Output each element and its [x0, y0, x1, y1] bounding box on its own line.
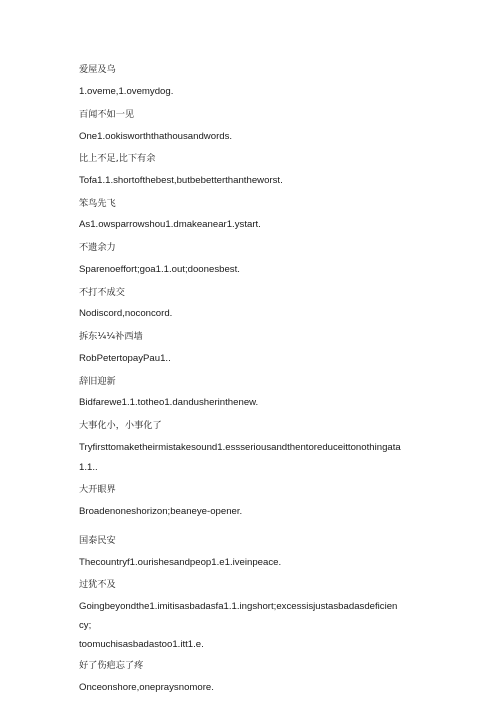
english-translation: Broadenoneshorizon;beaneye-opener. [79, 506, 243, 517]
list-item [79, 419, 162, 432]
chinese-idiom: 不遗余力 [79, 242, 116, 253]
list-item [79, 108, 134, 121]
list-item [79, 241, 116, 254]
english-translation: Onceonshore,oneprays​nomore. [79, 682, 214, 693]
chinese-idiom: 百闻不如一见 [79, 109, 135, 120]
list-item [79, 659, 143, 672]
english-translation: 1.oveme,1.ovemydog. [79, 86, 174, 97]
list-item [79, 85, 173, 98]
list-item [79, 681, 214, 694]
english-translation: One1.ookisworththathousandwords. [79, 131, 233, 142]
english-translation: RobPetertopayPau1.. [79, 353, 171, 364]
list-item [79, 578, 116, 591]
english-translation: Sparenoeffort;goa1.1.out;doonesbest. [79, 264, 240, 275]
chinese-idiom: 好了伤疤忘了疼 [79, 660, 144, 671]
list-item [79, 286, 125, 299]
list-item [79, 505, 242, 518]
english-translation: Tofa1.1.shortofthebest,butbebetterthantheworst. [79, 175, 283, 186]
english-translation: Tryfirsttomaketheirmistakesound1.essseriousandthentoreduceittonothingata [79, 442, 401, 453]
list-item [79, 218, 261, 231]
list-item [79, 619, 91, 632]
english-translation: Bidfarewe1.1.totheo1.dandusherinthenew. [79, 397, 259, 408]
list-item [79, 375, 116, 388]
chinese-idiom: 比上不足,比下有余 [79, 153, 156, 164]
list-item [79, 556, 281, 569]
english-translation: Nodiscord,noconcord. [79, 308, 173, 319]
english-translation: As1.owsparrowshou1.dmakeanear1.ystart. [79, 219, 261, 230]
chinese-idiom: 大开眼界 [79, 484, 116, 495]
list-item [79, 638, 204, 651]
list-item [79, 352, 171, 365]
english-translation: cy; [79, 620, 92, 631]
english-translation: 1.1.. [79, 462, 98, 473]
list-item [79, 330, 143, 343]
chinese-idiom: 国泰民安 [79, 535, 116, 546]
english-translation: Goingbeyondthe1.imitisasbadasfa1.1.ingshort;excessisjustasbadasdeficien [79, 601, 398, 612]
list-item [79, 441, 401, 454]
list-item [79, 152, 155, 165]
chinese-idiom: 过犹不及 [79, 579, 116, 590]
chinese-idiom: 不打不成交 [79, 287, 125, 298]
list-item [79, 263, 240, 276]
english-translation: toomuchisasbadastoo1.itt1.e. [79, 639, 204, 650]
list-item [79, 174, 283, 187]
english-translation: Thecountryf1.ourishesandpeop1.e1.iveinpeace. [79, 557, 282, 568]
list-item [79, 461, 98, 474]
list-item [79, 483, 116, 496]
list-item [79, 197, 116, 210]
chinese-idiom: 辞旧迎新 [79, 376, 116, 387]
list-item [79, 307, 172, 320]
chinese-idiom: 笨鸟先飞 [79, 198, 116, 209]
chinese-idiom: 大事化小，小事化了 [79, 420, 162, 431]
list-item [79, 130, 232, 143]
chinese-idiom: 拆东¼¼补西墙 [79, 331, 143, 342]
list-item [79, 600, 397, 613]
list-item [79, 396, 258, 409]
list-item [79, 63, 116, 76]
list-item [79, 534, 116, 547]
chinese-idiom: 爱屋及乌 [79, 64, 116, 75]
